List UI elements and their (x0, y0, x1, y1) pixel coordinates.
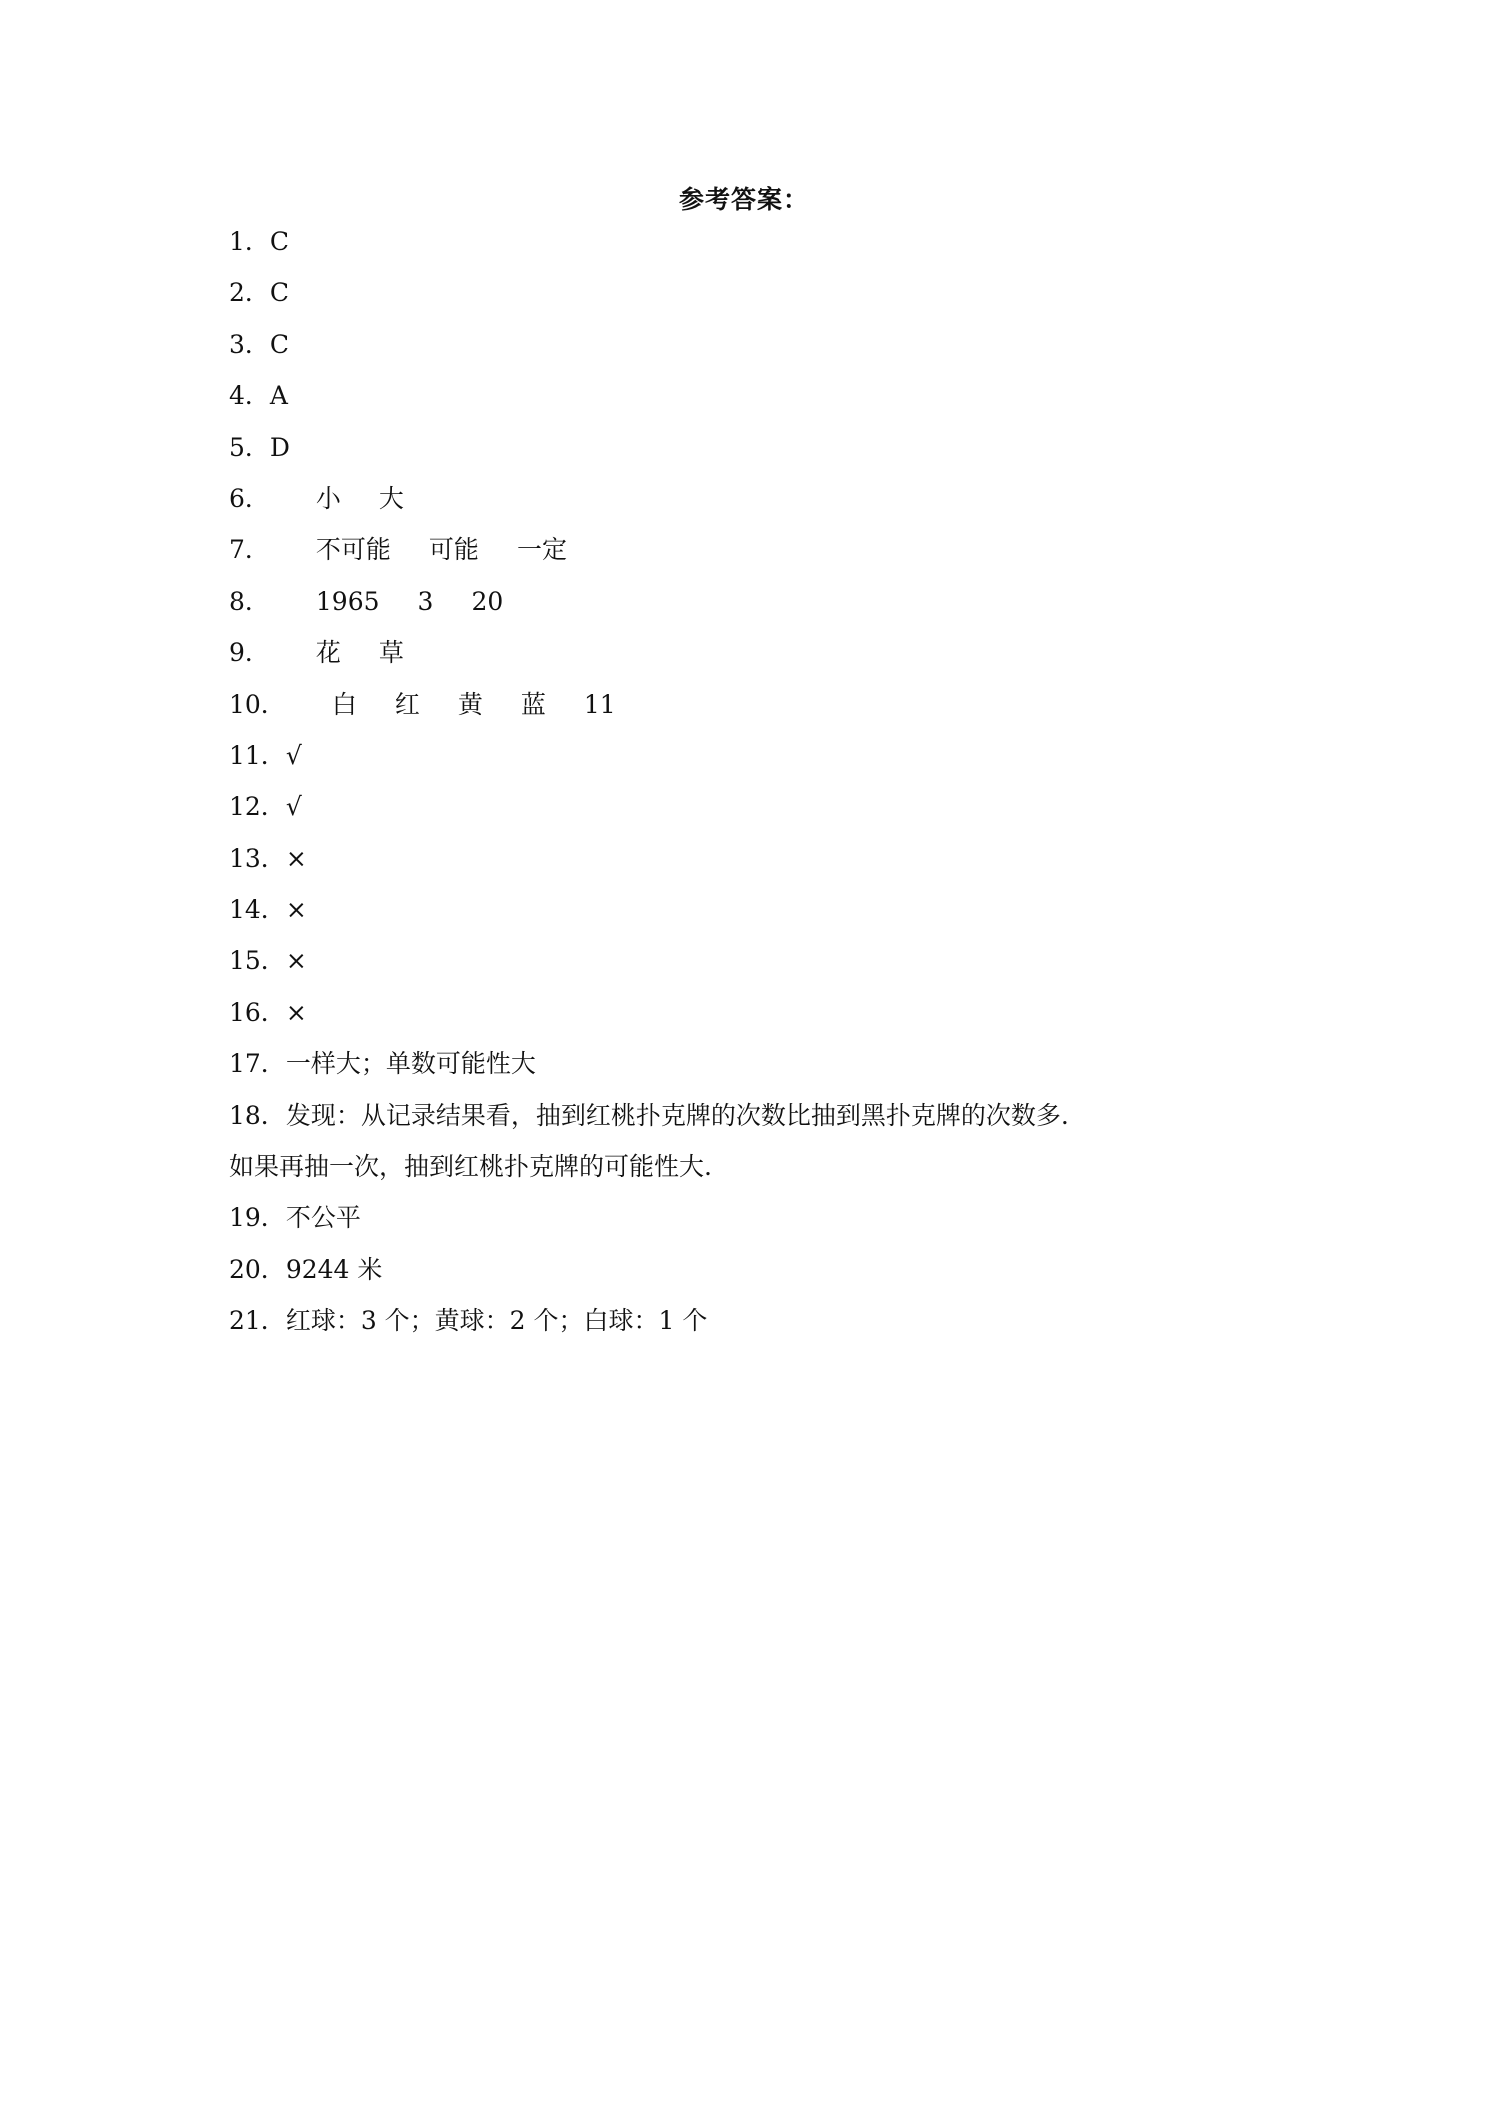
answer-text: C (269, 227, 290, 256)
answer-number: 19． (229, 1203, 286, 1233)
answer-number: 20． (229, 1254, 286, 1284)
answer-item-18-continued (229, 1141, 1329, 1192)
answer-blank: 白 (331, 689, 357, 719)
answer-number: 5． (229, 432, 270, 462)
answer-number: 7． (229, 535, 270, 565)
answer-number: 10． (229, 689, 286, 719)
answer-text: × (285, 843, 307, 873)
answer-blank: 20 (471, 586, 504, 616)
answer-number: 12． (229, 792, 286, 822)
answer-blank: 小 (315, 483, 341, 513)
answer-item-4 (229, 370, 1329, 421)
answer-number: 1． (229, 227, 270, 256)
answer-number: 3． (229, 329, 270, 359)
answer-item-3 (229, 319, 1329, 370)
answer-text: 发现：从记录结果看，抽到红桃扑克牌的次数比抽到黑扑克牌的次数多. (285, 1100, 1069, 1130)
answer-text: 不公平 (285, 1203, 361, 1233)
answer-blank: 蓝 (520, 689, 546, 719)
answer-text: C (269, 329, 290, 359)
answer-item-14 (229, 884, 1329, 935)
answer-text: × (285, 895, 307, 925)
answer-blank: 一定 (516, 535, 567, 565)
answer-text: 如果再抽一次，抽到红桃扑克牌的可能性大. (229, 1152, 712, 1182)
answer-item-12 (229, 781, 1329, 832)
answer-text: √ (285, 740, 302, 770)
answer-number: 4． (229, 381, 270, 411)
answer-item-21 (229, 1295, 1329, 1346)
answer-item-15 (229, 935, 1329, 986)
answer-text: 一样大；单数可能性大 (285, 1049, 536, 1079)
answer-blank: 可能 (428, 535, 479, 565)
answer-blank: 11 (583, 689, 616, 719)
answer-item-11 (229, 730, 1329, 781)
answer-item-18 (229, 1090, 1329, 1141)
answer-text: D (269, 432, 290, 462)
answer-text: C (269, 278, 290, 308)
answer-item-10 (229, 679, 1329, 730)
answer-text: 红球：3 个；黄球：2 个；白球：1 个 (285, 1306, 708, 1336)
page-title: 参考答案： (678, 185, 809, 214)
answer-item-20 (229, 1244, 1329, 1295)
answer-number: 15． (229, 946, 286, 976)
answer-item-8 (229, 576, 1329, 627)
answer-blank: 1965 (315, 586, 380, 616)
answer-blank: 黄 (457, 689, 483, 719)
answer-blank: 花 (315, 638, 341, 668)
answer-number: 2． (229, 278, 270, 308)
answer-blank: 大 (378, 483, 404, 513)
answer-number: 21． (229, 1306, 286, 1336)
answer-list (229, 216, 1329, 1347)
answer-number: 14． (229, 895, 286, 925)
answer-blank: 不可能 (315, 535, 391, 565)
answer-text: √ (285, 792, 302, 822)
answer-number: 17． (229, 1049, 286, 1079)
answer-number: 16． (229, 997, 286, 1027)
answer-item-19 (229, 1192, 1329, 1243)
answer-number: 8． (229, 586, 270, 616)
answer-item-6 (229, 473, 1329, 524)
answer-number: 6． (229, 483, 270, 513)
answer-text: × (285, 997, 307, 1027)
answer-blank: 草 (378, 638, 404, 668)
answer-number: 9． (229, 638, 270, 668)
answer-number: 18． (229, 1100, 286, 1130)
answer-blank: 3 (417, 586, 434, 616)
answer-text: × (285, 946, 307, 976)
answer-item-17 (229, 1038, 1329, 1089)
answer-item-1 (229, 216, 1329, 267)
answer-item-5 (229, 422, 1329, 473)
answer-item-9 (229, 627, 1329, 678)
answer-item-2 (229, 267, 1329, 318)
answer-number: 13． (229, 843, 286, 873)
answer-number: 11． (229, 740, 286, 770)
answer-item-13 (229, 833, 1329, 884)
answer-item-16 (229, 987, 1329, 1038)
answer-text: A (269, 381, 288, 411)
answer-blank: 红 (394, 689, 420, 719)
answer-text: 9244 米 (285, 1254, 383, 1284)
answer-item-7 (229, 524, 1329, 575)
